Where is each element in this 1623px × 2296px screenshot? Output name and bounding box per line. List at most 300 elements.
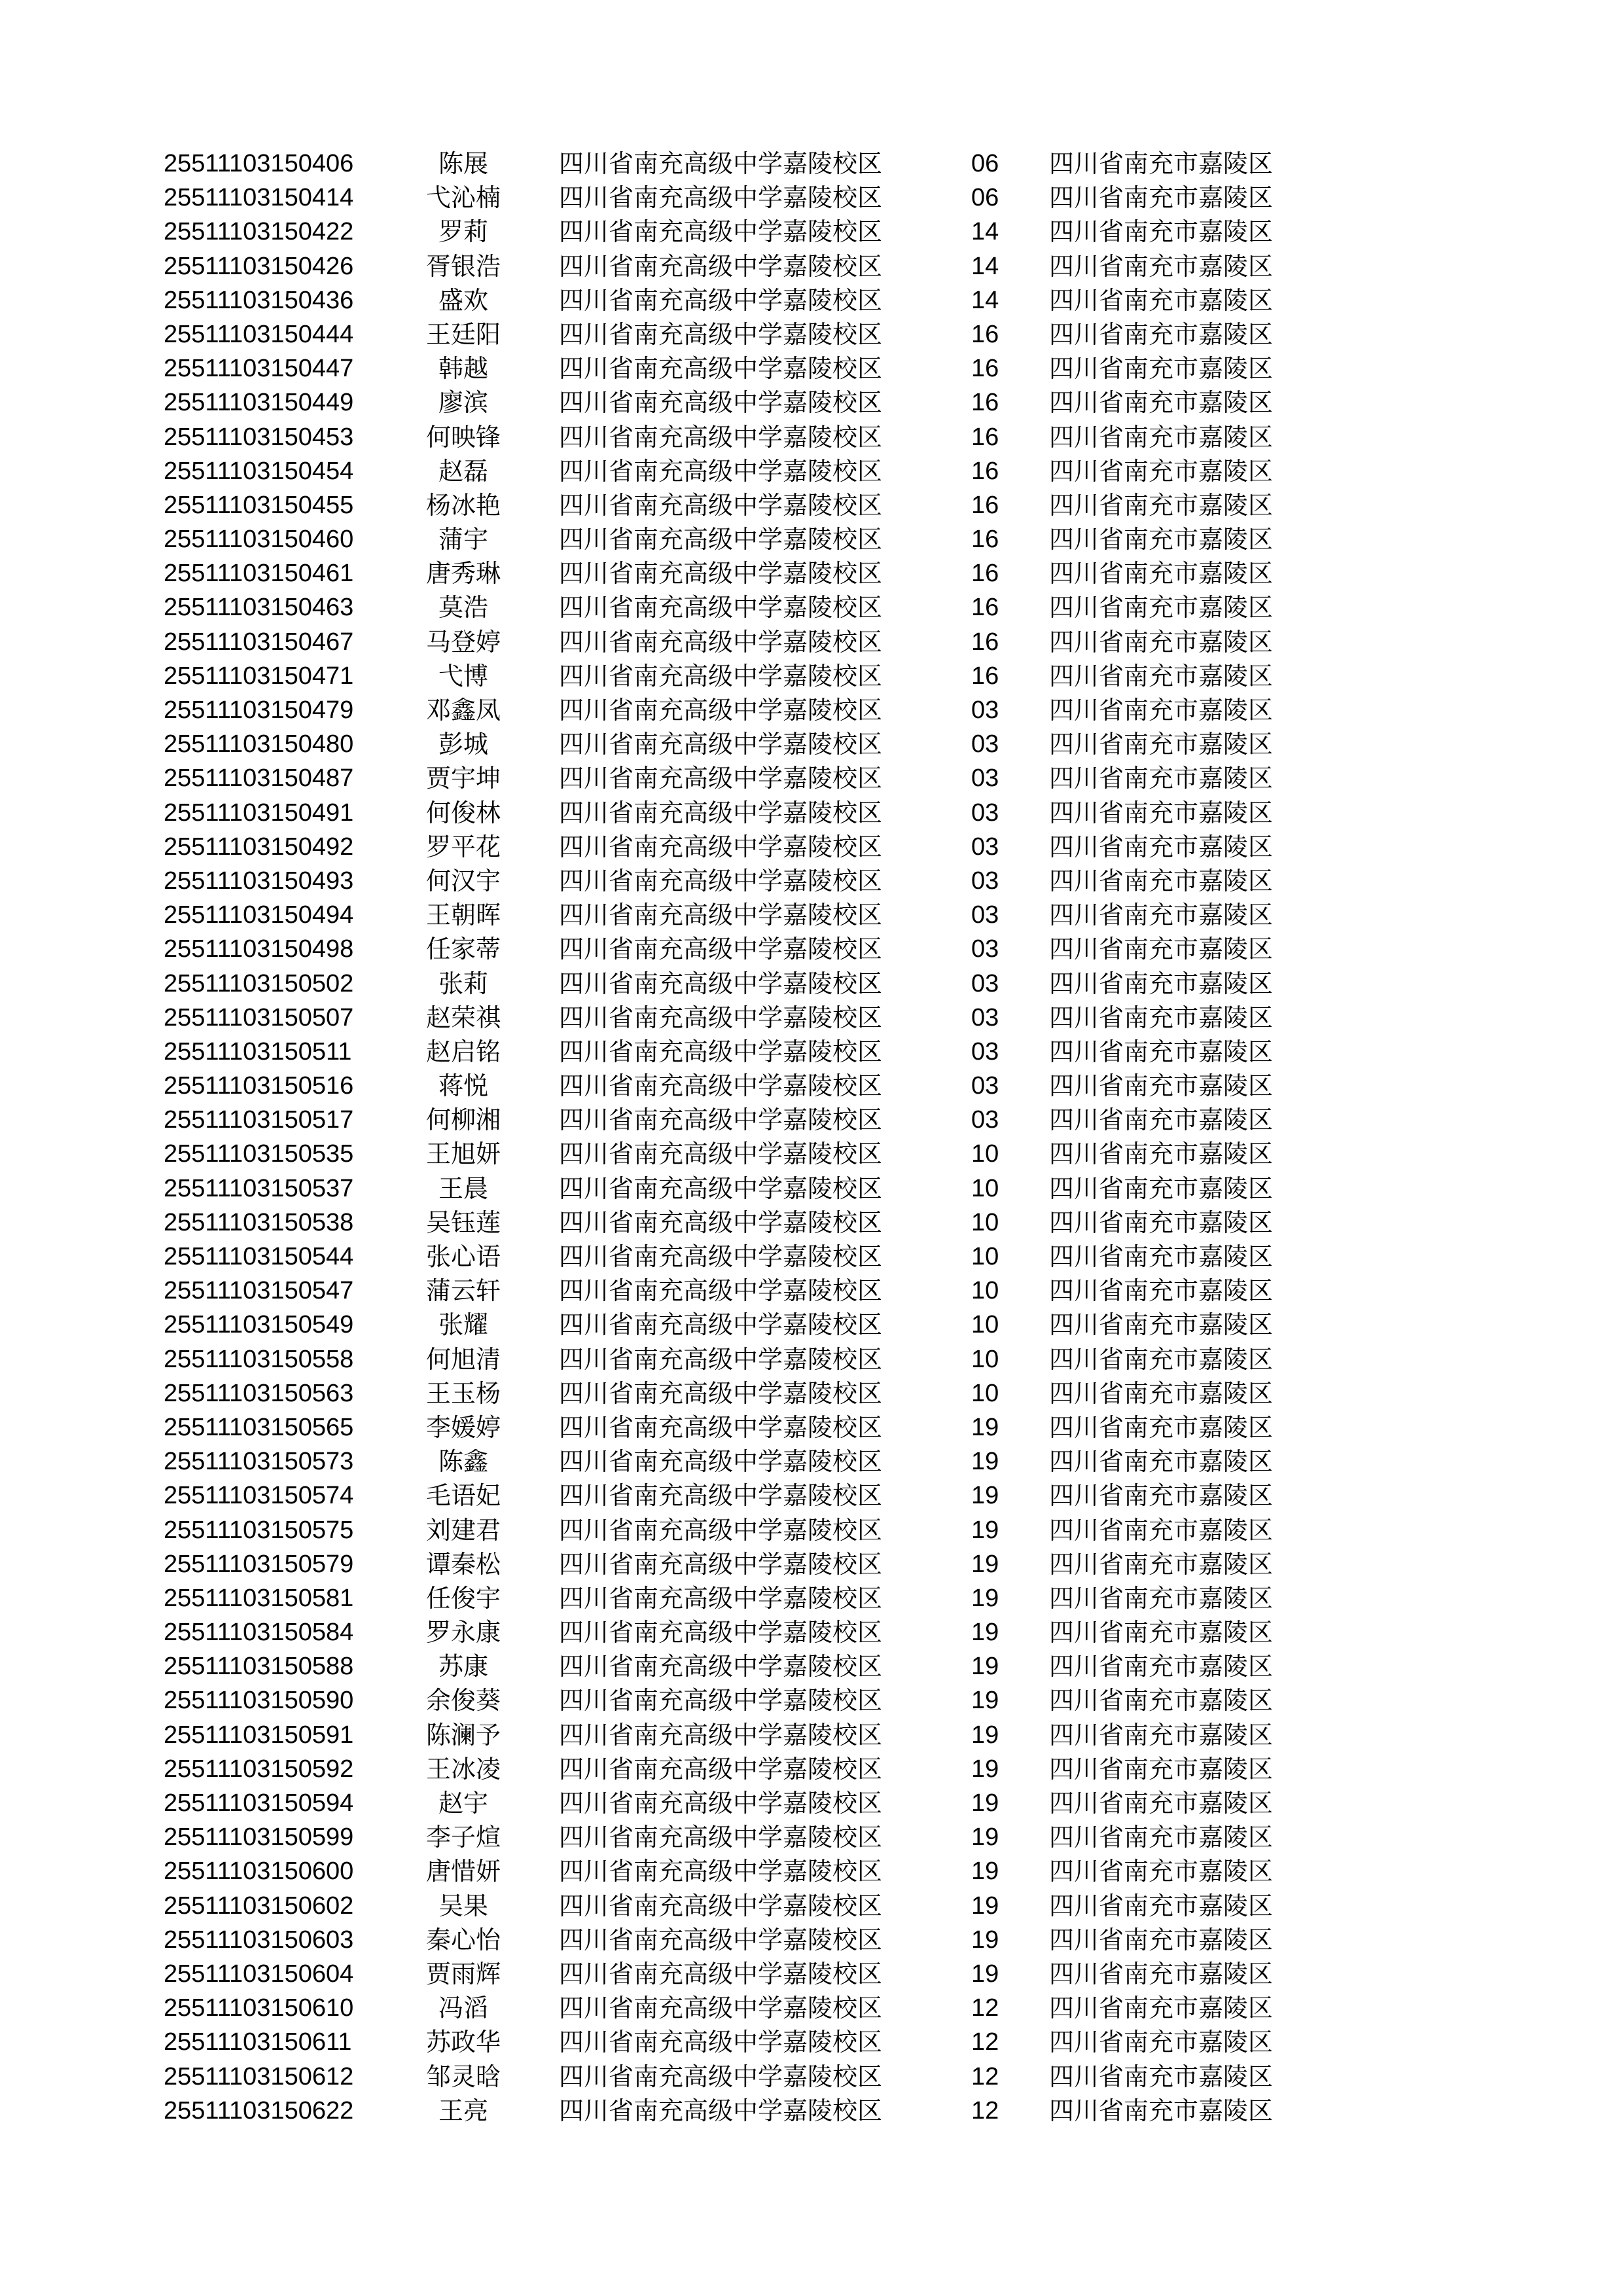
student-name-cell: 贾雨辉 [425, 1959, 501, 1988]
class-code-cell: 19 [971, 1413, 999, 1441]
student-id-cell: 25511103150516 [164, 1072, 354, 1100]
class-code-cell: 19 [971, 1823, 999, 1852]
student-id-cell: 25511103150480 [164, 730, 354, 759]
table-row [0, 1137, 1623, 1171]
student-id-cell: 25511103150487 [164, 764, 354, 793]
class-code-cell: 10 [971, 1243, 999, 1270]
class-code-cell: 16 [971, 423, 999, 451]
student-id-cell: 25511103150471 [164, 662, 354, 690]
school-name-cell: 四川省南充高级中学嘉陵校区 [559, 1823, 883, 1852]
table-row [0, 1479, 1623, 1513]
student-id-cell: 25511103150600 [164, 1857, 354, 1886]
table-row [0, 522, 1623, 556]
student-name-cell: 王冰凌 [425, 1754, 501, 1784]
table-row [0, 181, 1623, 215]
class-code-cell: 12 [971, 2028, 999, 2056]
table-row [0, 1410, 1623, 1444]
student-name-cell: 赵荣祺 [425, 1003, 501, 1032]
school-name-cell: 四川省南充高级中学嘉陵校区 [559, 1652, 883, 1681]
region-cell: 四川省南充市嘉陵区 [1049, 1310, 1274, 1340]
student-id-cell: 25511103150453 [164, 423, 354, 451]
region-cell: 四川省南充市嘉陵区 [1049, 1037, 1274, 1066]
student-id-cell: 25511103150511 [164, 1037, 352, 1066]
table-row [0, 386, 1623, 420]
region-cell: 四川省南充市嘉陵区 [1049, 1378, 1274, 1408]
table-row [0, 1444, 1623, 1479]
student-name-cell: 吴果 [438, 1891, 488, 1920]
student-name-cell: 罗永康 [425, 1618, 501, 1647]
table-row [0, 1991, 1623, 2025]
student-name-cell: 廖滨 [438, 388, 488, 418]
student-name-cell: 毛语妃 [425, 1481, 501, 1511]
student-id-cell: 25511103150493 [164, 867, 354, 895]
region-cell: 四川省南充市嘉陵区 [1049, 319, 1274, 349]
student-name-cell: 何柳湘 [425, 1105, 501, 1135]
student-name-cell: 任家蒂 [425, 935, 501, 964]
school-name-cell: 四川省南充高级中学嘉陵校区 [559, 1344, 883, 1374]
school-name-cell: 四川省南充高级中学嘉陵校区 [559, 1789, 883, 1818]
school-name-cell: 四川省南充高级中学嘉陵校区 [559, 1549, 883, 1579]
region-cell: 四川省南充市嘉陵区 [1049, 1481, 1274, 1511]
region-cell: 四川省南充市嘉陵区 [1049, 1515, 1274, 1545]
region-cell: 四川省南充市嘉陵区 [1049, 832, 1274, 861]
region-cell: 四川省南充市嘉陵区 [1049, 764, 1274, 793]
student-name-cell: 罗平花 [425, 832, 501, 861]
school-name-cell: 四川省南充高级中学嘉陵校区 [559, 1481, 883, 1511]
school-name-cell: 四川省南充高级中学嘉陵校区 [559, 285, 883, 315]
student-name-cell: 弋博 [438, 661, 488, 691]
class-code-cell: 06 [971, 150, 999, 177]
region-cell: 四川省南充市嘉陵区 [1049, 1891, 1274, 1920]
region-cell: 四川省南充市嘉陵区 [1049, 696, 1274, 725]
region-cell: 四川省南充市嘉陵区 [1049, 490, 1274, 520]
region-cell: 四川省南充市嘉陵区 [1049, 593, 1274, 622]
table-row [0, 1854, 1623, 1888]
class-code-cell: 10 [971, 1345, 999, 1373]
region-cell: 四川省南充市嘉陵区 [1049, 285, 1274, 315]
region-cell: 四川省南充市嘉陵区 [1049, 1447, 1274, 1477]
class-code-cell: 19 [971, 1755, 999, 1783]
student-id-cell: 25511103150610 [164, 1994, 354, 2022]
table-row [0, 454, 1623, 488]
class-code-cell: 10 [971, 1208, 999, 1236]
class-code-cell: 19 [971, 1619, 999, 1647]
class-code-cell: 19 [971, 1892, 999, 1920]
region-cell: 四川省南充市嘉陵区 [1049, 1652, 1274, 1681]
region-cell: 四川省南充市嘉陵区 [1049, 354, 1274, 384]
region-cell: 四川省南充市嘉陵区 [1049, 1994, 1274, 2023]
class-code-cell: 03 [971, 1003, 999, 1031]
student-name-cell: 王玉杨 [425, 1378, 501, 1408]
student-id-cell: 25511103150575 [164, 1516, 354, 1544]
student-id-cell: 25511103150537 [164, 1174, 354, 1202]
class-code-cell: 19 [971, 1550, 999, 1578]
region-cell: 四川省南充市嘉陵区 [1049, 1276, 1274, 1306]
student-id-cell: 25511103150517 [164, 1106, 354, 1134]
student-name-cell: 王亮 [438, 2096, 488, 2125]
student-name-cell: 邹灵晗 [425, 2062, 501, 2091]
student-name-cell: 刘建君 [425, 1515, 501, 1545]
table-row [0, 932, 1623, 966]
class-code-cell: 03 [971, 833, 999, 861]
school-name-cell: 四川省南充高级中学嘉陵校区 [559, 1925, 883, 1954]
student-id-cell: 25511103150547 [164, 1277, 354, 1305]
student-id-cell: 25511103150463 [164, 594, 354, 622]
table-row [0, 1240, 1623, 1274]
student-name-cell: 彭城 [438, 730, 488, 759]
table-row [0, 488, 1623, 522]
table-row [0, 1786, 1623, 1820]
class-code-cell: 16 [971, 491, 999, 519]
student-id-cell: 25511103150491 [164, 798, 354, 827]
student-id-cell: 25511103150591 [164, 1721, 354, 1749]
class-code-cell: 19 [971, 1584, 999, 1612]
table-row [0, 2025, 1623, 2059]
region-cell: 四川省南充市嘉陵区 [1049, 1618, 1274, 1647]
region-cell: 四川省南充市嘉陵区 [1049, 422, 1274, 452]
student-name-cell: 蒲宇 [438, 525, 488, 554]
student-id-cell: 25511103150544 [164, 1243, 354, 1270]
class-code-cell: 03 [971, 901, 999, 929]
region-cell: 四川省南充市嘉陵区 [1049, 1720, 1274, 1749]
school-name-cell: 四川省南充高级中学嘉陵校区 [559, 1891, 883, 1920]
school-name-cell: 四川省南充高级中学嘉陵校区 [559, 559, 883, 588]
region-cell: 四川省南充市嘉陵区 [1049, 1003, 1274, 1032]
table-row [0, 1206, 1623, 1240]
student-name-cell: 冯滔 [438, 1994, 488, 2023]
class-code-cell: 03 [971, 730, 999, 759]
student-id-cell: 25511103150454 [164, 457, 354, 485]
school-name-cell: 四川省南充高级中学嘉陵校区 [559, 1720, 883, 1749]
student-id-cell: 25511103150538 [164, 1208, 354, 1236]
school-name-cell: 四川省南充高级中学嘉陵校区 [559, 1242, 883, 1271]
class-code-cell: 03 [971, 764, 999, 793]
school-name-cell: 四川省南充高级中学嘉陵校区 [559, 866, 883, 895]
school-name-cell: 四川省南充高级中学嘉陵校区 [559, 798, 883, 827]
school-name-cell: 四川省南充高级中学嘉陵校区 [559, 593, 883, 622]
class-code-cell: 14 [971, 252, 999, 280]
student-name-cell: 任俊宇 [425, 1583, 501, 1613]
student-id-cell: 25511103150422 [164, 218, 354, 246]
school-name-cell: 四川省南充高级中学嘉陵校区 [559, 1412, 883, 1442]
table-row [0, 761, 1623, 795]
student-name-cell: 谭秦松 [425, 1549, 501, 1579]
region-cell: 四川省南充市嘉陵区 [1049, 627, 1274, 656]
table-row [0, 590, 1623, 624]
student-name-cell: 陈鑫 [438, 1447, 488, 1477]
student-name-cell: 陈展 [438, 149, 488, 178]
school-name-cell: 四川省南充高级中学嘉陵校区 [559, 525, 883, 554]
student-id-cell: 25511103150565 [164, 1413, 354, 1441]
student-id-cell: 25511103150573 [164, 1448, 354, 1476]
region-cell: 四川省南充市嘉陵区 [1049, 1823, 1274, 1852]
class-code-cell: 19 [971, 1960, 999, 1988]
region-cell: 四川省南充市嘉陵区 [1049, 798, 1274, 827]
region-cell: 四川省南充市嘉陵区 [1049, 1412, 1274, 1442]
school-name-cell: 四川省南充高级中学嘉陵校区 [559, 901, 883, 930]
school-name-cell: 四川省南充高级中学嘉陵校区 [559, 1754, 883, 1784]
table-row [0, 659, 1623, 693]
class-code-cell: 10 [971, 1140, 999, 1168]
student-id-cell: 25511103150588 [164, 1653, 354, 1681]
table-row [0, 1069, 1623, 1103]
class-code-cell: 06 [971, 184, 999, 212]
student-name-cell: 张莉 [438, 969, 488, 998]
class-code-cell: 16 [971, 355, 999, 383]
class-code-cell: 03 [971, 867, 999, 895]
school-name-cell: 四川省南充高级中学嘉陵校区 [559, 1139, 883, 1169]
class-code-cell: 19 [971, 1857, 999, 1886]
student-name-cell: 马登婷 [425, 627, 501, 656]
region-cell: 四川省南充市嘉陵区 [1049, 183, 1274, 213]
table-row [0, 693, 1623, 727]
class-code-cell: 03 [971, 1037, 999, 1066]
school-name-cell: 四川省南充高级中学嘉陵校区 [559, 1583, 883, 1613]
class-code-cell: 14 [971, 286, 999, 314]
table-row [0, 1957, 1623, 1991]
student-id-cell: 25511103150611 [164, 2028, 352, 2056]
region-cell: 四川省南充市嘉陵区 [1049, 525, 1274, 554]
student-name-cell: 韩越 [438, 354, 488, 384]
school-name-cell: 四川省南充高级中学嘉陵校区 [559, 1276, 883, 1306]
student-list [0, 147, 1623, 2128]
class-code-cell: 03 [971, 798, 999, 827]
region-cell: 四川省南充市嘉陵区 [1049, 1549, 1274, 1579]
class-code-cell: 19 [971, 1448, 999, 1476]
school-name-cell: 四川省南充高级中学嘉陵校区 [559, 2096, 883, 2125]
student-id-cell: 25511103150590 [164, 1687, 354, 1715]
table-row [0, 420, 1623, 454]
class-code-cell: 19 [971, 1482, 999, 1510]
student-name-cell: 何俊林 [425, 798, 501, 827]
student-name-cell: 王旭妍 [425, 1139, 501, 1169]
student-name-cell: 张心语 [425, 1242, 501, 1271]
table-row [0, 249, 1623, 283]
student-id-cell: 25511103150622 [164, 2096, 354, 2125]
school-name-cell: 四川省南充高级中学嘉陵校区 [559, 935, 883, 964]
table-row [0, 1001, 1623, 1035]
region-cell: 四川省南充市嘉陵区 [1049, 149, 1274, 178]
student-name-cell: 王晨 [438, 1174, 488, 1203]
school-name-cell: 四川省南充高级中学嘉陵校区 [559, 832, 883, 861]
student-id-cell: 25511103150479 [164, 696, 354, 724]
student-name-cell: 蒲云轩 [425, 1276, 501, 1306]
table-row [0, 625, 1623, 659]
table-row [0, 147, 1623, 181]
region-cell: 四川省南充市嘉陵区 [1049, 1583, 1274, 1613]
school-name-cell: 四川省南充高级中学嘉陵校区 [559, 354, 883, 384]
table-row [0, 317, 1623, 351]
student-name-cell: 吴钰莲 [425, 1208, 501, 1237]
student-id-cell: 25511103150581 [164, 1584, 354, 1612]
student-id-cell: 25511103150579 [164, 1550, 354, 1578]
student-name-cell: 胥银浩 [425, 251, 501, 281]
class-code-cell: 10 [971, 1379, 999, 1407]
region-cell: 四川省南充市嘉陵区 [1049, 1857, 1274, 1886]
school-name-cell: 四川省南充高级中学嘉陵校区 [559, 730, 883, 759]
class-code-cell: 19 [971, 1721, 999, 1749]
student-name-cell: 盛欢 [438, 285, 488, 315]
school-name-cell: 四川省南充高级中学嘉陵校区 [559, 490, 883, 520]
region-cell: 四川省南充市嘉陵区 [1049, 1686, 1274, 1715]
student-id-cell: 25511103150604 [164, 1960, 354, 1988]
class-code-cell: 16 [971, 457, 999, 485]
student-name-cell: 余俊葵 [425, 1686, 501, 1715]
student-id-cell: 25511103150603 [164, 1926, 354, 1954]
student-id-cell: 25511103150592 [164, 1755, 354, 1783]
region-cell: 四川省南充市嘉陵区 [1049, 1959, 1274, 1988]
region-cell: 四川省南充市嘉陵区 [1049, 969, 1274, 998]
table-row [0, 1581, 1623, 1615]
class-code-cell: 12 [971, 1994, 999, 2022]
school-name-cell: 四川省南充高级中学嘉陵校区 [559, 1105, 883, 1135]
school-name-cell: 四川省南充高级中学嘉陵校区 [559, 1618, 883, 1647]
region-cell: 四川省南充市嘉陵区 [1049, 2096, 1274, 2125]
student-id-cell: 25511103150563 [164, 1379, 354, 1407]
student-id-cell: 25511103150574 [164, 1482, 354, 1510]
table-row [0, 1103, 1623, 1137]
school-name-cell: 四川省南充高级中学嘉陵校区 [559, 1003, 883, 1032]
class-code-cell: 16 [971, 628, 999, 656]
region-cell: 四川省南充市嘉陵区 [1049, 456, 1274, 486]
student-id-cell: 25511103150449 [164, 389, 354, 417]
school-name-cell: 四川省南充高级中学嘉陵校区 [559, 1515, 883, 1545]
region-cell: 四川省南充市嘉陵区 [1049, 2028, 1274, 2057]
table-row [0, 1718, 1623, 1752]
student-name-cell: 王廷阳 [425, 319, 501, 349]
table-row [0, 351, 1623, 386]
student-name-cell: 何映锋 [425, 422, 501, 452]
student-id-cell: 25511103150612 [164, 2062, 354, 2090]
student-name-cell: 苏政华 [425, 2028, 501, 2057]
student-id-cell: 25511103150558 [164, 1345, 354, 1373]
student-name-cell: 何旭清 [425, 1344, 501, 1374]
student-name-cell: 唐秀琳 [425, 559, 501, 588]
student-id-cell: 25511103150467 [164, 628, 354, 656]
school-name-cell: 四川省南充高级中学嘉陵校区 [559, 696, 883, 725]
class-code-cell: 19 [971, 1789, 999, 1817]
school-name-cell: 四川省南充高级中学嘉陵校区 [559, 969, 883, 998]
student-name-cell: 赵启铭 [425, 1037, 501, 1066]
table-row [0, 898, 1623, 932]
class-code-cell: 10 [971, 1174, 999, 1202]
class-code-cell: 19 [971, 1687, 999, 1715]
student-id-cell: 25511103150584 [164, 1619, 354, 1647]
student-id-cell: 25511103150447 [164, 355, 354, 383]
table-row [0, 1820, 1623, 1854]
class-code-cell: 16 [971, 662, 999, 690]
student-name-cell: 弋沁楠 [425, 183, 501, 213]
region-cell: 四川省南充市嘉陵区 [1049, 388, 1274, 418]
school-name-cell: 四川省南充高级中学嘉陵校区 [559, 764, 883, 793]
table-row [0, 1035, 1623, 1069]
region-cell: 四川省南充市嘉陵区 [1049, 1071, 1274, 1101]
table-row [0, 864, 1623, 898]
table-row [0, 1683, 1623, 1717]
table-row [0, 830, 1623, 864]
table-row [0, 1889, 1623, 1923]
student-name-cell: 李子煊 [425, 1823, 501, 1852]
student-id-cell: 25511103150455 [164, 491, 354, 519]
table-row [0, 556, 1623, 590]
student-name-cell: 赵磊 [438, 456, 488, 486]
student-id-cell: 25511103150602 [164, 1892, 354, 1920]
class-code-cell: 16 [971, 594, 999, 622]
school-name-cell: 四川省南充高级中学嘉陵校区 [559, 1447, 883, 1477]
region-cell: 四川省南充市嘉陵区 [1049, 1789, 1274, 1818]
region-cell: 四川省南充市嘉陵区 [1049, 935, 1274, 964]
school-name-cell: 四川省南充高级中学嘉陵校区 [559, 1686, 883, 1715]
table-row [0, 1308, 1623, 1342]
student-name-cell: 杨冰艳 [425, 490, 501, 520]
class-code-cell: 03 [971, 696, 999, 724]
school-name-cell: 四川省南充高级中学嘉陵校区 [559, 183, 883, 213]
school-name-cell: 四川省南充高级中学嘉陵校区 [559, 422, 883, 452]
table-row [0, 283, 1623, 317]
region-cell: 四川省南充市嘉陵区 [1049, 1105, 1274, 1135]
student-id-cell: 25511103150507 [164, 1003, 354, 1031]
student-id-cell: 25511103150535 [164, 1140, 354, 1168]
school-name-cell: 四川省南充高级中学嘉陵校区 [559, 251, 883, 281]
school-name-cell: 四川省南充高级中学嘉陵校区 [559, 149, 883, 178]
student-name-cell: 罗莉 [438, 217, 488, 247]
class-code-cell: 03 [971, 1072, 999, 1100]
region-cell: 四川省南充市嘉陵区 [1049, 559, 1274, 588]
table-row [0, 727, 1623, 761]
class-code-cell: 19 [971, 1926, 999, 1954]
table-row [0, 1513, 1623, 1547]
table-row [0, 796, 1623, 830]
student-id-cell: 25511103150406 [164, 150, 354, 177]
class-code-cell: 12 [971, 2096, 999, 2125]
student-name-cell: 蒋悦 [438, 1071, 488, 1101]
region-cell: 四川省南充市嘉陵区 [1049, 251, 1274, 281]
student-name-cell: 唐惜妍 [425, 1857, 501, 1886]
table-row [0, 2094, 1623, 2128]
table-row [0, 2060, 1623, 2094]
student-name-cell: 陈澜予 [425, 1720, 501, 1749]
table-row [0, 1172, 1623, 1206]
student-name-cell: 秦心怡 [425, 1925, 501, 1954]
school-name-cell: 四川省南充高级中学嘉陵校区 [559, 2028, 883, 2057]
school-name-cell: 四川省南充高级中学嘉陵校区 [559, 319, 883, 349]
table-row [0, 1342, 1623, 1376]
school-name-cell: 四川省南充高级中学嘉陵校区 [559, 388, 883, 418]
student-id-cell: 25511103150444 [164, 320, 354, 348]
school-name-cell: 四川省南充高级中学嘉陵校区 [559, 1857, 883, 1886]
student-name-cell: 何汉宇 [425, 866, 501, 895]
table-row [0, 1923, 1623, 1957]
class-code-cell: 10 [971, 1277, 999, 1305]
school-name-cell: 四川省南充高级中学嘉陵校区 [559, 1378, 883, 1408]
class-code-cell: 10 [971, 1311, 999, 1339]
school-name-cell: 四川省南充高级中学嘉陵校区 [559, 1959, 883, 1988]
class-code-cell: 12 [971, 2062, 999, 2090]
region-cell: 四川省南充市嘉陵区 [1049, 1754, 1274, 1784]
class-code-cell: 03 [971, 969, 999, 997]
region-cell: 四川省南充市嘉陵区 [1049, 1139, 1274, 1169]
class-code-cell: 14 [971, 218, 999, 246]
region-cell: 四川省南充市嘉陵区 [1049, 730, 1274, 759]
region-cell: 四川省南充市嘉陵区 [1049, 866, 1274, 895]
student-id-cell: 25511103150599 [164, 1823, 354, 1852]
student-name-cell: 李媛婷 [425, 1412, 501, 1442]
class-code-cell: 16 [971, 560, 999, 588]
class-code-cell: 16 [971, 320, 999, 348]
table-row [0, 1649, 1623, 1683]
table-row [0, 967, 1623, 1001]
student-id-cell: 25511103150549 [164, 1311, 354, 1339]
